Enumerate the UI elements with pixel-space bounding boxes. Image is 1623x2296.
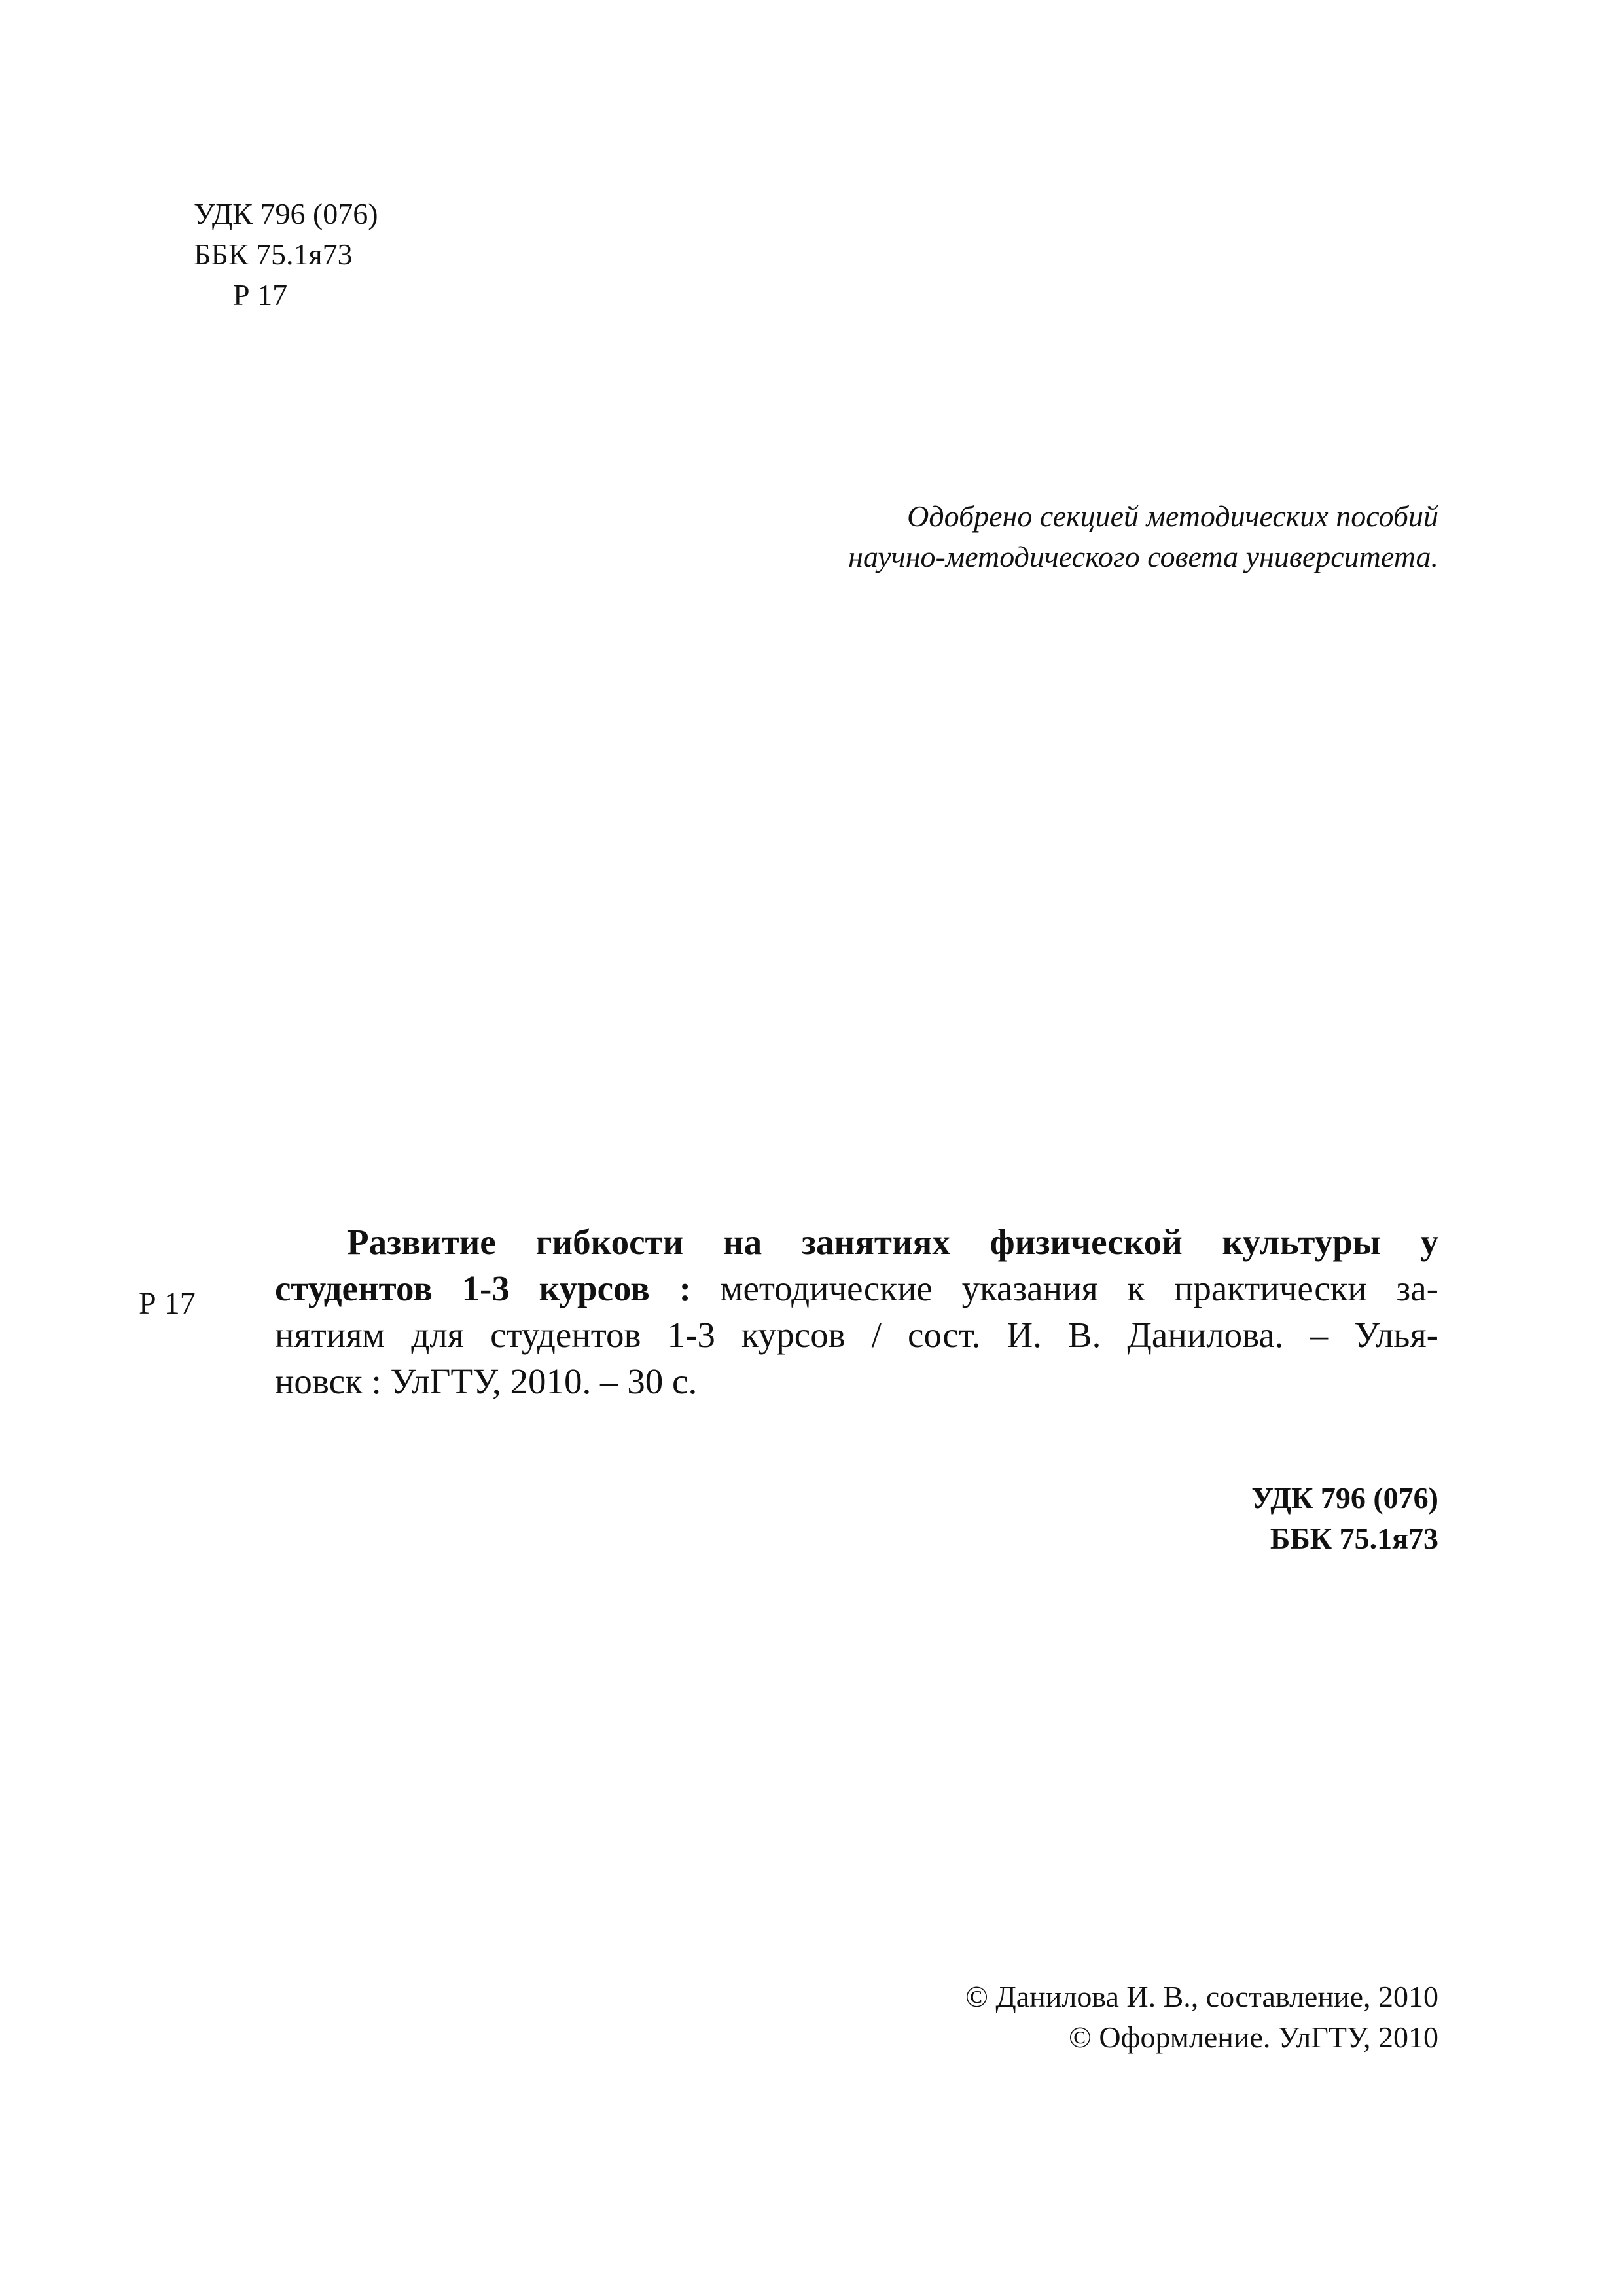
approval-line-1: Одобрено секцией методических пособий [907, 499, 1438, 533]
biblio-line-4: новск : УлГТУ, 2010. – 30 с. [275, 1361, 698, 1401]
bbk-code: ББК 75.1я73 [194, 238, 353, 271]
biblio-description-part-1: методические указания к практически за- [690, 1268, 1438, 1308]
copyright-author: © Данилова И. В., составление, 2010 [965, 1980, 1438, 2013]
biblio-title-part-1: Развитие гибкости на занятиях физической культуры у [347, 1222, 1438, 1262]
udk-code: УДК 796 (076) [194, 197, 378, 230]
bibliographic-record [275, 1219, 1438, 1405]
udk-code-bold: УДК 796 (076) [1251, 1481, 1438, 1515]
classification-codes-bottom [1251, 1478, 1438, 1559]
side-author-sign: Р 17 [139, 1286, 196, 1321]
classification-codes-top [194, 194, 378, 315]
biblio-title-line-1 [275, 1219, 1438, 1265]
approval-line-2: научно-методического совета университета. [848, 540, 1438, 573]
biblio-title-part-2: студентов 1-3 курсов : [275, 1268, 691, 1308]
approval-note [588, 496, 1438, 577]
biblio-line-2 [275, 1265, 1438, 1312]
biblio-line-3: нятиям для студентов 1-3 курсов / сост. И. В. Данилова. – Улья- [275, 1315, 1438, 1355]
bbk-code-bold: ББК 75.1я73 [1270, 1522, 1438, 1555]
copyright-publisher: © Оформление. УлГТУ, 2010 [1068, 2020, 1438, 2054]
author-sign: Р 17 [233, 278, 288, 312]
copyright-block [965, 1977, 1438, 2058]
